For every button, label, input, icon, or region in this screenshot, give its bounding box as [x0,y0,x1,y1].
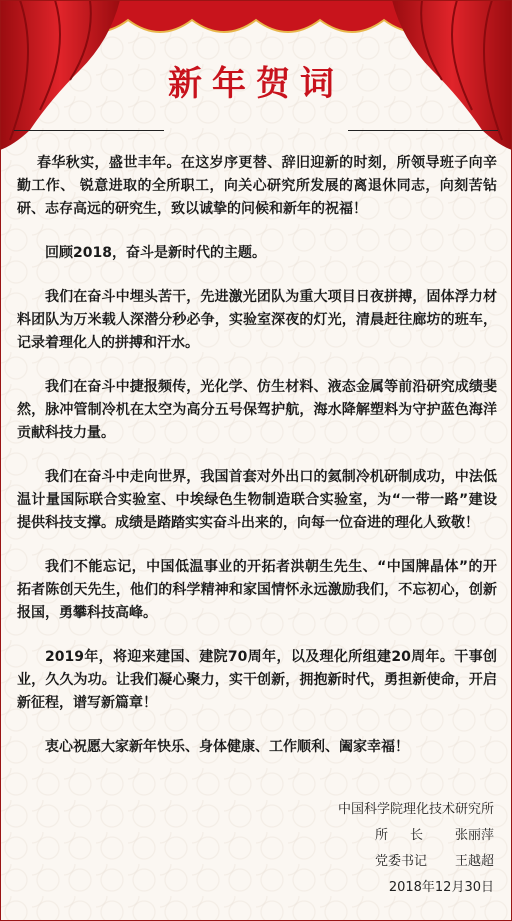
director-title: 所长 [374,828,445,843]
signature-block [338,797,494,901]
director-name: 张丽萍 [454,828,494,843]
paragraph-outlook: 2019年，将迎来建国、建院70周年，以及理化所组建20周年。干事创业，久久为功。让我们凝心聚力，实干创新，拥抱新时代，勇担新使命，开启新征程，谱写新篇章！ [17,649,497,711]
title-divider [0,130,512,132]
paragraph-remembrance: 我们不能忘记，中国低温事业的开拓者洪朝生先生、“中国牌晶体”的开拓者陈创天先生，他们的科学精神和家国情怀永远激励我们，不忘初心，创新报国，勇攀科技高峰。 [17,559,497,621]
paragraph-greeting: 春华秋实，盛世丰年。在这岁序更替、辞旧迎新的时刻，所领导班子向辛勤工作、 锐意进取的全所职工，向关心研究所发展的离退休同志，向刻苦钻研、志存高远的研究生，致以诚挚的问候和新年的祝福！ [17,155,497,217]
secretary-title: 党委书记 [374,854,427,869]
page-title: 新年贺词 [168,64,344,104]
paragraph-review: 回顾2018，奋斗是新时代的主题。 [45,245,266,261]
letter-date: 2018年12月30日 [388,880,494,895]
secretary-name: 王越超 [454,854,494,869]
paragraph-wishes: 衷心祝愿大家新年快乐、身体健康、工作顺利、阖家幸福！ [45,739,409,755]
institute-name: 中国科学院理化技术研究所 [337,802,494,817]
paragraph-international: 我们在奋斗中走向世界，我国首套对外出口的氦制冷机研制成功，中法低温计量国际联合实验室、中埃绿色生物制造联合实验室，为“一带一路”建设提供科技支撑。成绩是踏踏实实奋斗出来的，向每一位奋进的理化人致敬！ [17,469,497,531]
letter-body [17,152,497,780]
paragraph-hard-work: 我们在奋斗中埋头苦干，先进激光团队为重大项目日夜拼搏，固体浮力材料团队为万米载人深潜分秒必争，实验室深夜的灯光，清晨赶往廊坊的班车，记录着理化人的拼搏和汗水。 [17,289,497,351]
paragraph-achievements: 我们在奋斗中捷报频传，光化学、仿生材料、液态金属等前沿研究成绩斐然，脉冲管制冷机在太空为高分五号保驾护航，海水降解塑料为守护蓝色海洋贡献科技力量。 [17,379,497,441]
